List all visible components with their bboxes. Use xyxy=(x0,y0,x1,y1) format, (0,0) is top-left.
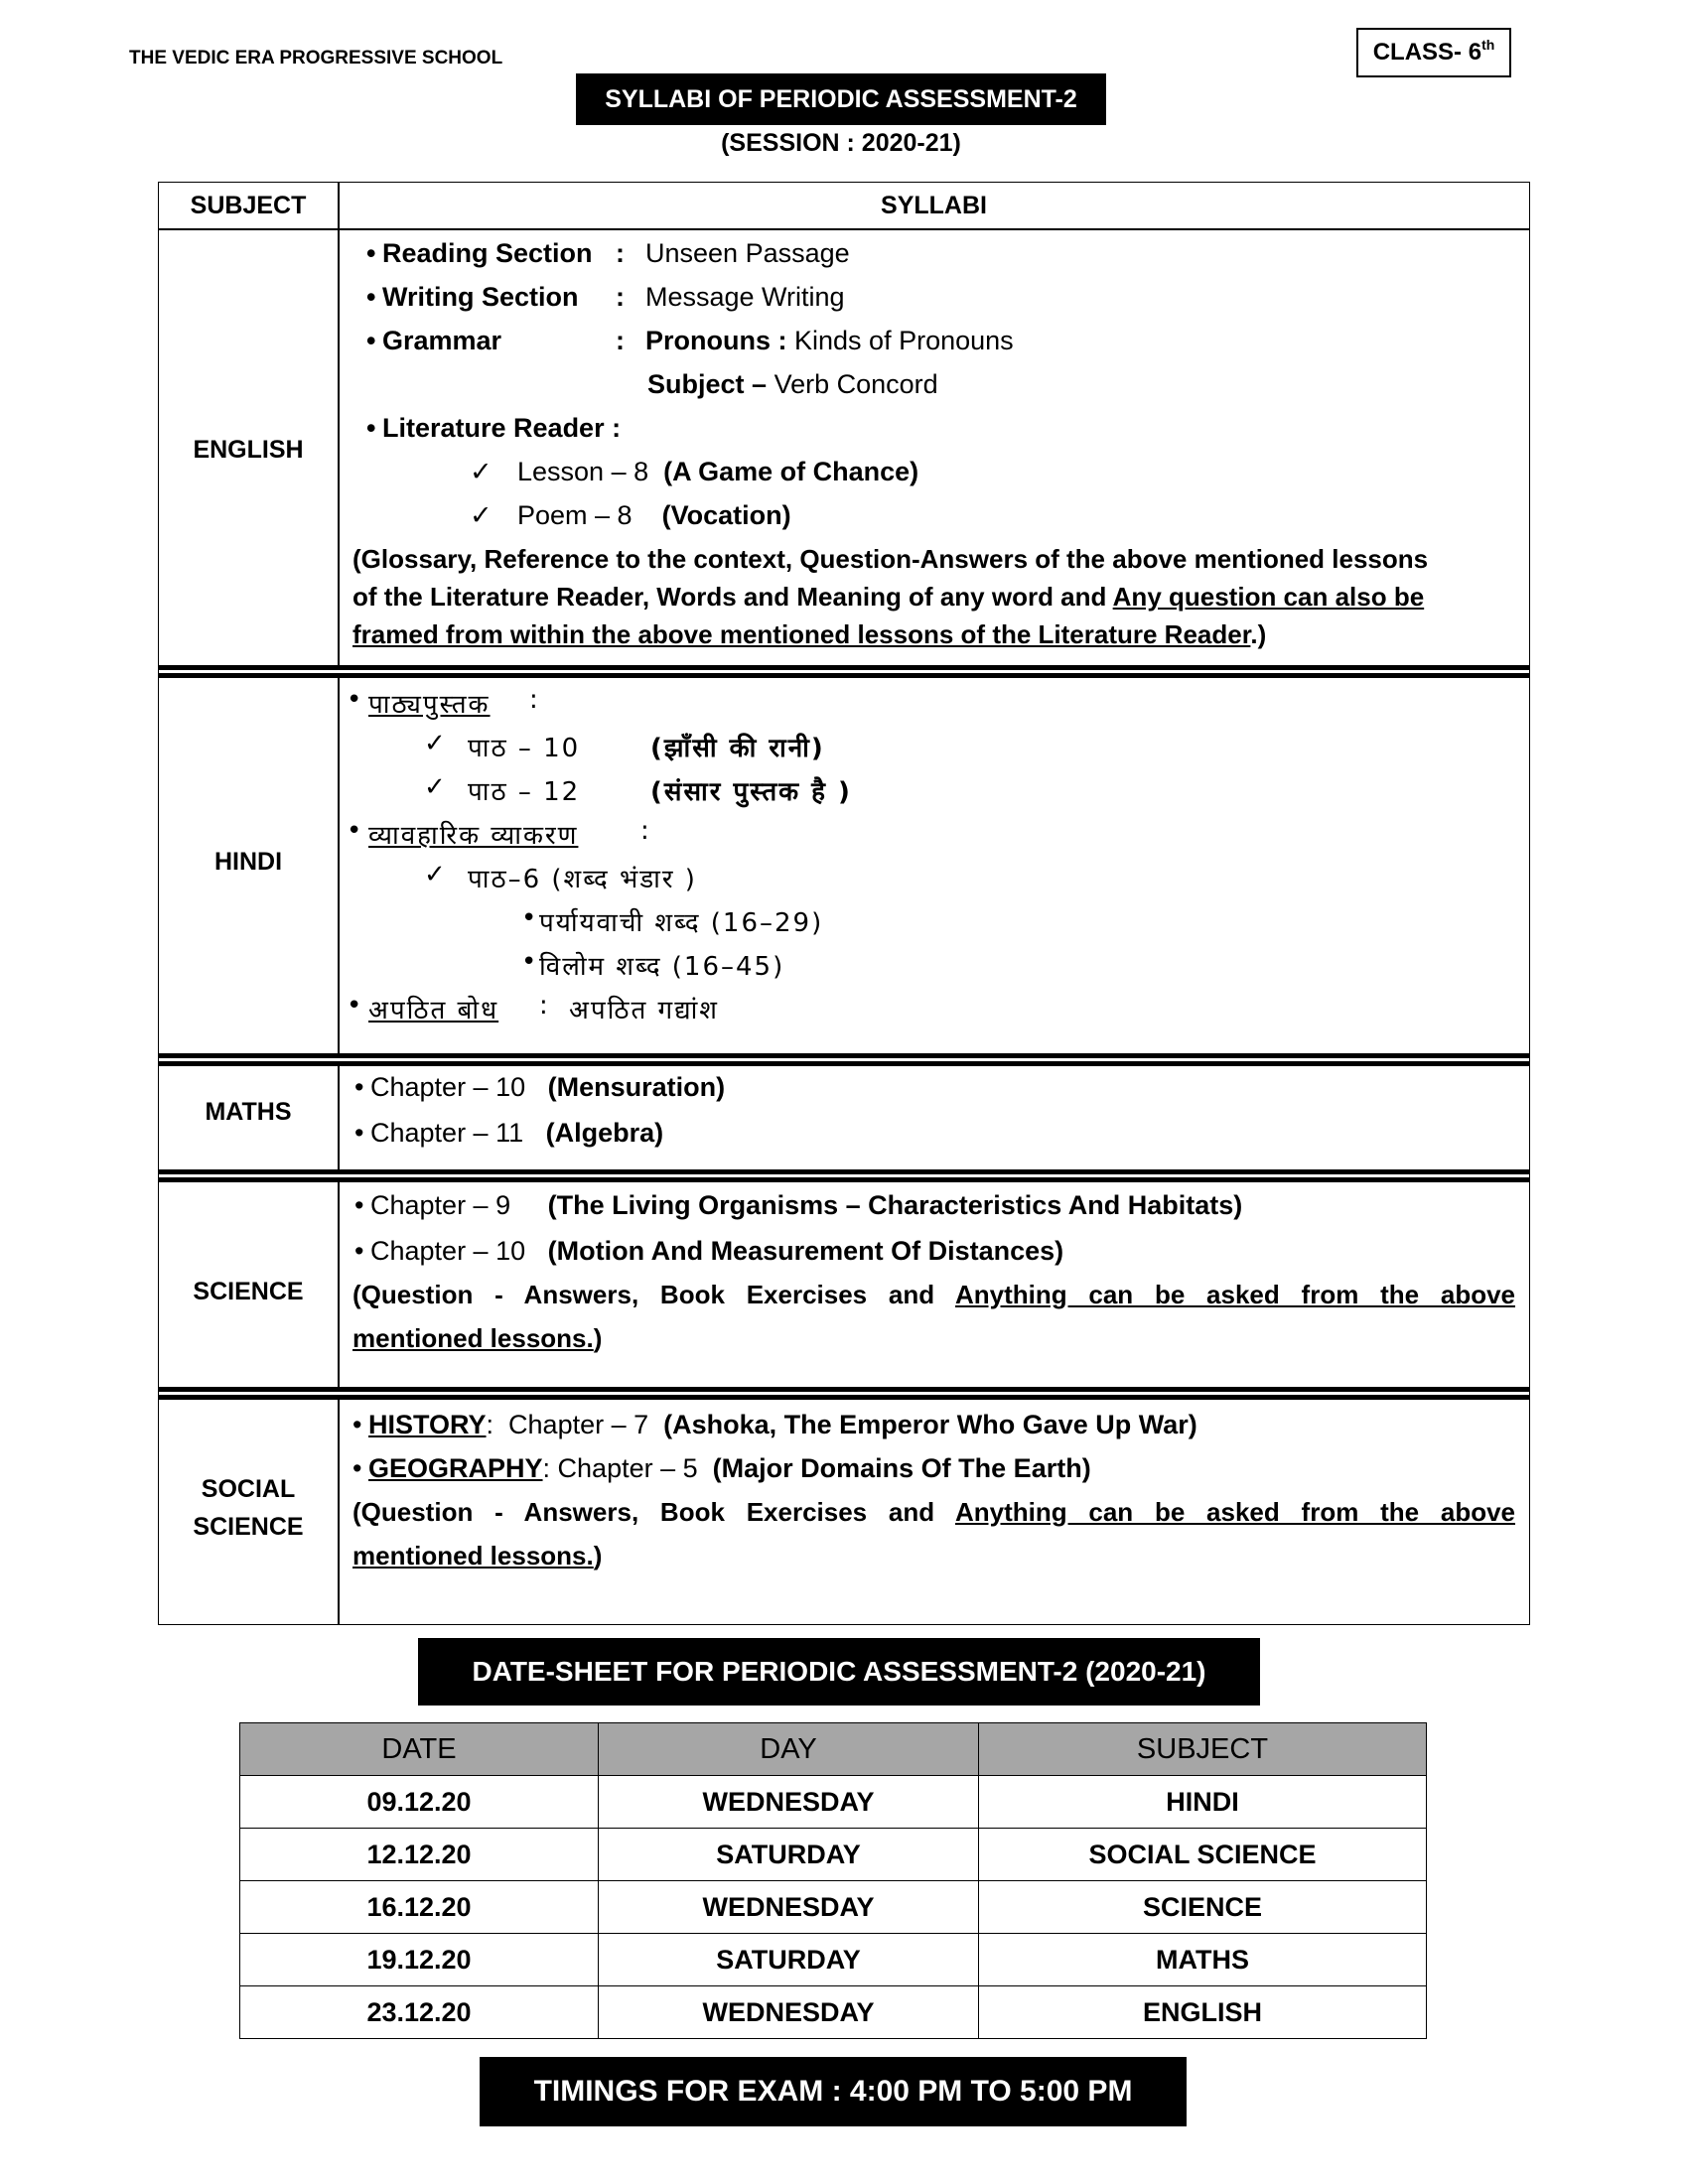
science-note-2a: mentioned lessons. xyxy=(352,1323,594,1353)
pronouns-line xyxy=(645,326,1014,356)
maths-ch11 xyxy=(370,1118,663,1149)
science-ch9-title: (The Living Organisms – Characteristics And Habitats) xyxy=(547,1190,1243,1220)
subject-hindi: HINDI xyxy=(213,848,283,876)
row-divider xyxy=(159,1053,1529,1066)
hindi-synonyms: पर्यायवाची शब्द (16–29) xyxy=(539,908,824,938)
datesheet-header-row xyxy=(240,1723,1427,1776)
header-date: DATE xyxy=(240,1723,599,1776)
subject-cell: SOCIAL SCIENCE xyxy=(979,1829,1427,1881)
hindi-textbook-label: पाठ्यपुस्तक xyxy=(368,690,491,720)
english-note-1: (Glossary, Reference to the context, Question-Answers of the above mentioned lessons xyxy=(352,544,1429,574)
row-divider xyxy=(159,1387,1529,1400)
hindi-lesson-6: पाठ–6 (शब्द भंडार ) xyxy=(468,865,697,894)
subject-maths: MATHS xyxy=(205,1098,292,1126)
hindi-lesson-10-title: (झाँसी की रानी) xyxy=(650,734,825,763)
subject-verb-line xyxy=(647,369,938,400)
check-icon: ✓ xyxy=(424,772,448,802)
subject-cell: SCIENCE xyxy=(979,1881,1427,1934)
check-icon: ✓ xyxy=(470,500,492,530)
writing-label: • Writing Section xyxy=(382,282,579,313)
subject-social xyxy=(159,1470,338,1546)
hindi-lesson-12-title: (संसार पुस्तक है ) xyxy=(650,777,852,807)
subject-cell: ENGLISH xyxy=(979,1986,1427,2039)
subject-cell: MATHS xyxy=(979,1934,1427,1986)
social-note-2a: mentioned lessons. xyxy=(352,1541,594,1570)
school-name: THE VEDIC ERA PROGRESSIVE SCHOOL xyxy=(129,48,503,68)
session-label: (SESSION : 2020-21) xyxy=(721,129,961,157)
english-note-2 xyxy=(352,582,1424,613)
history-chapter: Chapter – 7 xyxy=(508,1410,649,1439)
subject-verb-label: Subject – xyxy=(647,369,768,399)
exam-timing: TIMINGS FOR EXAM : 4:00 PM TO 5:00 PM xyxy=(480,2057,1187,2126)
grammar-label: • Grammar xyxy=(382,326,501,356)
poem-title: (Vocation) xyxy=(661,500,791,530)
maths-ch11-title: (Algebra) xyxy=(545,1118,664,1148)
date-cell: 12.12.20 xyxy=(240,1829,599,1881)
syllabus-title: SYLLABI OF PERIODIC ASSESSMENT-2 xyxy=(576,73,1106,125)
row-divider xyxy=(159,1169,1529,1182)
date-cell: 09.12.20 xyxy=(240,1776,599,1829)
header-syllabi: SYLLABI xyxy=(881,192,987,219)
lesson-number: Lesson – 8 xyxy=(517,457,649,486)
datesheet-title: DATE-SHEET FOR PERIODIC ASSESSMENT-2 (2020-21) xyxy=(418,1638,1260,1706)
science-ch10-label: Chapter – 10 xyxy=(370,1236,526,1266)
social-note-1 xyxy=(352,1497,1515,1528)
check-icon: ✓ xyxy=(424,860,448,889)
english-note-2a: of the Literature Reader, Words and Meaning of any word and xyxy=(352,582,1113,612)
day-cell: SATURDAY xyxy=(599,1934,979,1986)
literature-label: • Literature Reader : xyxy=(382,413,621,444)
header-subject: SUBJECT xyxy=(190,192,307,219)
date-cell: 23.12.20 xyxy=(240,1986,599,2039)
maths-ch10-title: (Mensuration) xyxy=(547,1072,726,1102)
social-note-1a: (Question - Answers, Book Exercises and xyxy=(352,1497,955,1527)
pronouns-value: Kinds of Pronouns xyxy=(794,326,1014,355)
colon: : xyxy=(529,685,540,715)
day-cell: WEDNESDAY xyxy=(599,1986,979,2039)
science-ch9 xyxy=(370,1190,1242,1221)
history-title: (Ashoka, The Emperor Who Gave Up War) xyxy=(663,1410,1197,1439)
science-note-1 xyxy=(352,1280,1515,1310)
bullet: • xyxy=(347,991,364,1021)
science-ch10 xyxy=(370,1236,1063,1267)
pronouns-label: Pronouns : xyxy=(645,326,787,355)
geography-line: • GEOGRAPHY: Chapter – 5 (Major Domains Of The Earth) xyxy=(368,1453,1091,1484)
science-note-1a: (Question - Answers, Book Exercises and xyxy=(352,1280,955,1309)
english-note-3 xyxy=(352,619,1266,650)
row-divider xyxy=(159,665,1529,678)
class-superscript: th xyxy=(1481,37,1495,53)
english-note-2b: Any question can also be xyxy=(1112,582,1425,612)
table-row xyxy=(240,1934,1427,1986)
table-row xyxy=(240,1881,1427,1934)
check-icon: ✓ xyxy=(424,729,448,758)
maths-ch10-label: Chapter – 10 xyxy=(370,1072,526,1102)
colon: : xyxy=(616,282,625,312)
colon: : xyxy=(616,238,625,268)
poem-number: Poem – 8 xyxy=(517,500,633,530)
class-box xyxy=(1356,28,1511,77)
science-ch10-title: (Motion And Measurement Of Distances) xyxy=(547,1236,1064,1266)
table-row xyxy=(240,1986,1427,2039)
column-divider xyxy=(338,183,340,1624)
hindi-grammar-label: व्यावहारिक व्याकरण xyxy=(368,821,579,851)
geography-label: GEOGRAPHY xyxy=(368,1453,543,1483)
reading-value: Unseen Passage xyxy=(645,238,850,268)
english-note-3b: .) xyxy=(1250,619,1267,649)
lesson-title: (A Game of Chance) xyxy=(663,457,919,486)
subject-social-1: SOCIAL xyxy=(201,1475,296,1503)
geography-title: (Major Domains Of The Earth) xyxy=(712,1453,1091,1483)
science-note-1b: Anything can be asked from the above xyxy=(954,1280,1515,1309)
history-label: HISTORY xyxy=(368,1410,487,1439)
hindi-lesson-10: पाठ – 10 xyxy=(468,734,581,763)
subject-science: SCIENCE xyxy=(193,1278,304,1305)
history-line: • HISTORY: Chapter – 7 (Ashoka, The Emperor Who Gave Up War) xyxy=(368,1410,1197,1440)
geography-chapter: Chapter – 5 xyxy=(557,1453,698,1483)
hindi-unseen-value: अपठित गद्यांश xyxy=(569,996,719,1025)
reading-label: • Reading Section xyxy=(382,238,593,269)
header-day: DAY xyxy=(599,1723,979,1776)
class-label: CLASS- 6 xyxy=(1372,39,1482,66)
hindi-lesson-12: पाठ – 12 xyxy=(468,777,581,807)
science-note-2 xyxy=(352,1323,602,1354)
datesheet-table xyxy=(239,1722,1427,2039)
english-note-3a: framed from within the above mentioned lessons of the Literature Reader xyxy=(352,619,1251,649)
subject-social-2: SCIENCE xyxy=(193,1513,304,1541)
table-row xyxy=(240,1776,1427,1829)
maths-ch11-label: Chapter – 11 xyxy=(370,1118,524,1148)
day-cell: WEDNESDAY xyxy=(599,1881,979,1934)
science-ch9-label: Chapter – 9 xyxy=(370,1190,511,1220)
colon: : xyxy=(616,326,625,355)
date-cell: 16.12.20 xyxy=(240,1881,599,1934)
subject-english: ENGLISH xyxy=(193,436,304,464)
check-icon: ✓ xyxy=(470,457,492,486)
maths-ch10 xyxy=(370,1072,725,1103)
lesson-item xyxy=(517,457,918,487)
bullet: • xyxy=(521,947,539,977)
social-note-1b: Anything can be asked from the above xyxy=(954,1497,1515,1527)
bullet: • xyxy=(521,903,539,933)
hindi-unseen-label: अपठित बोध xyxy=(368,996,499,1025)
date-cell: 19.12.20 xyxy=(240,1934,599,1986)
subject-verb-value: Verb Concord xyxy=(774,369,938,399)
science-note-2b: ) xyxy=(593,1323,603,1353)
header-subject: SUBJECT xyxy=(979,1723,1427,1776)
bullet: • xyxy=(347,816,364,846)
writing-value: Message Writing xyxy=(645,282,845,312)
colon: : xyxy=(640,816,651,846)
day-cell: WEDNESDAY xyxy=(599,1776,979,1829)
social-note-2b: ) xyxy=(593,1541,603,1570)
syllabus-table xyxy=(158,182,1530,1625)
poem-item xyxy=(517,500,791,531)
header-divider xyxy=(159,228,1529,230)
day-cell: SATURDAY xyxy=(599,1829,979,1881)
bullet: • xyxy=(347,685,364,715)
colon: : xyxy=(539,991,550,1021)
table-row xyxy=(240,1829,1427,1881)
social-note-2 xyxy=(352,1541,602,1571)
hindi-antonyms: विलोम शब्द (16–45) xyxy=(539,952,785,982)
subject-cell: HINDI xyxy=(979,1776,1427,1829)
